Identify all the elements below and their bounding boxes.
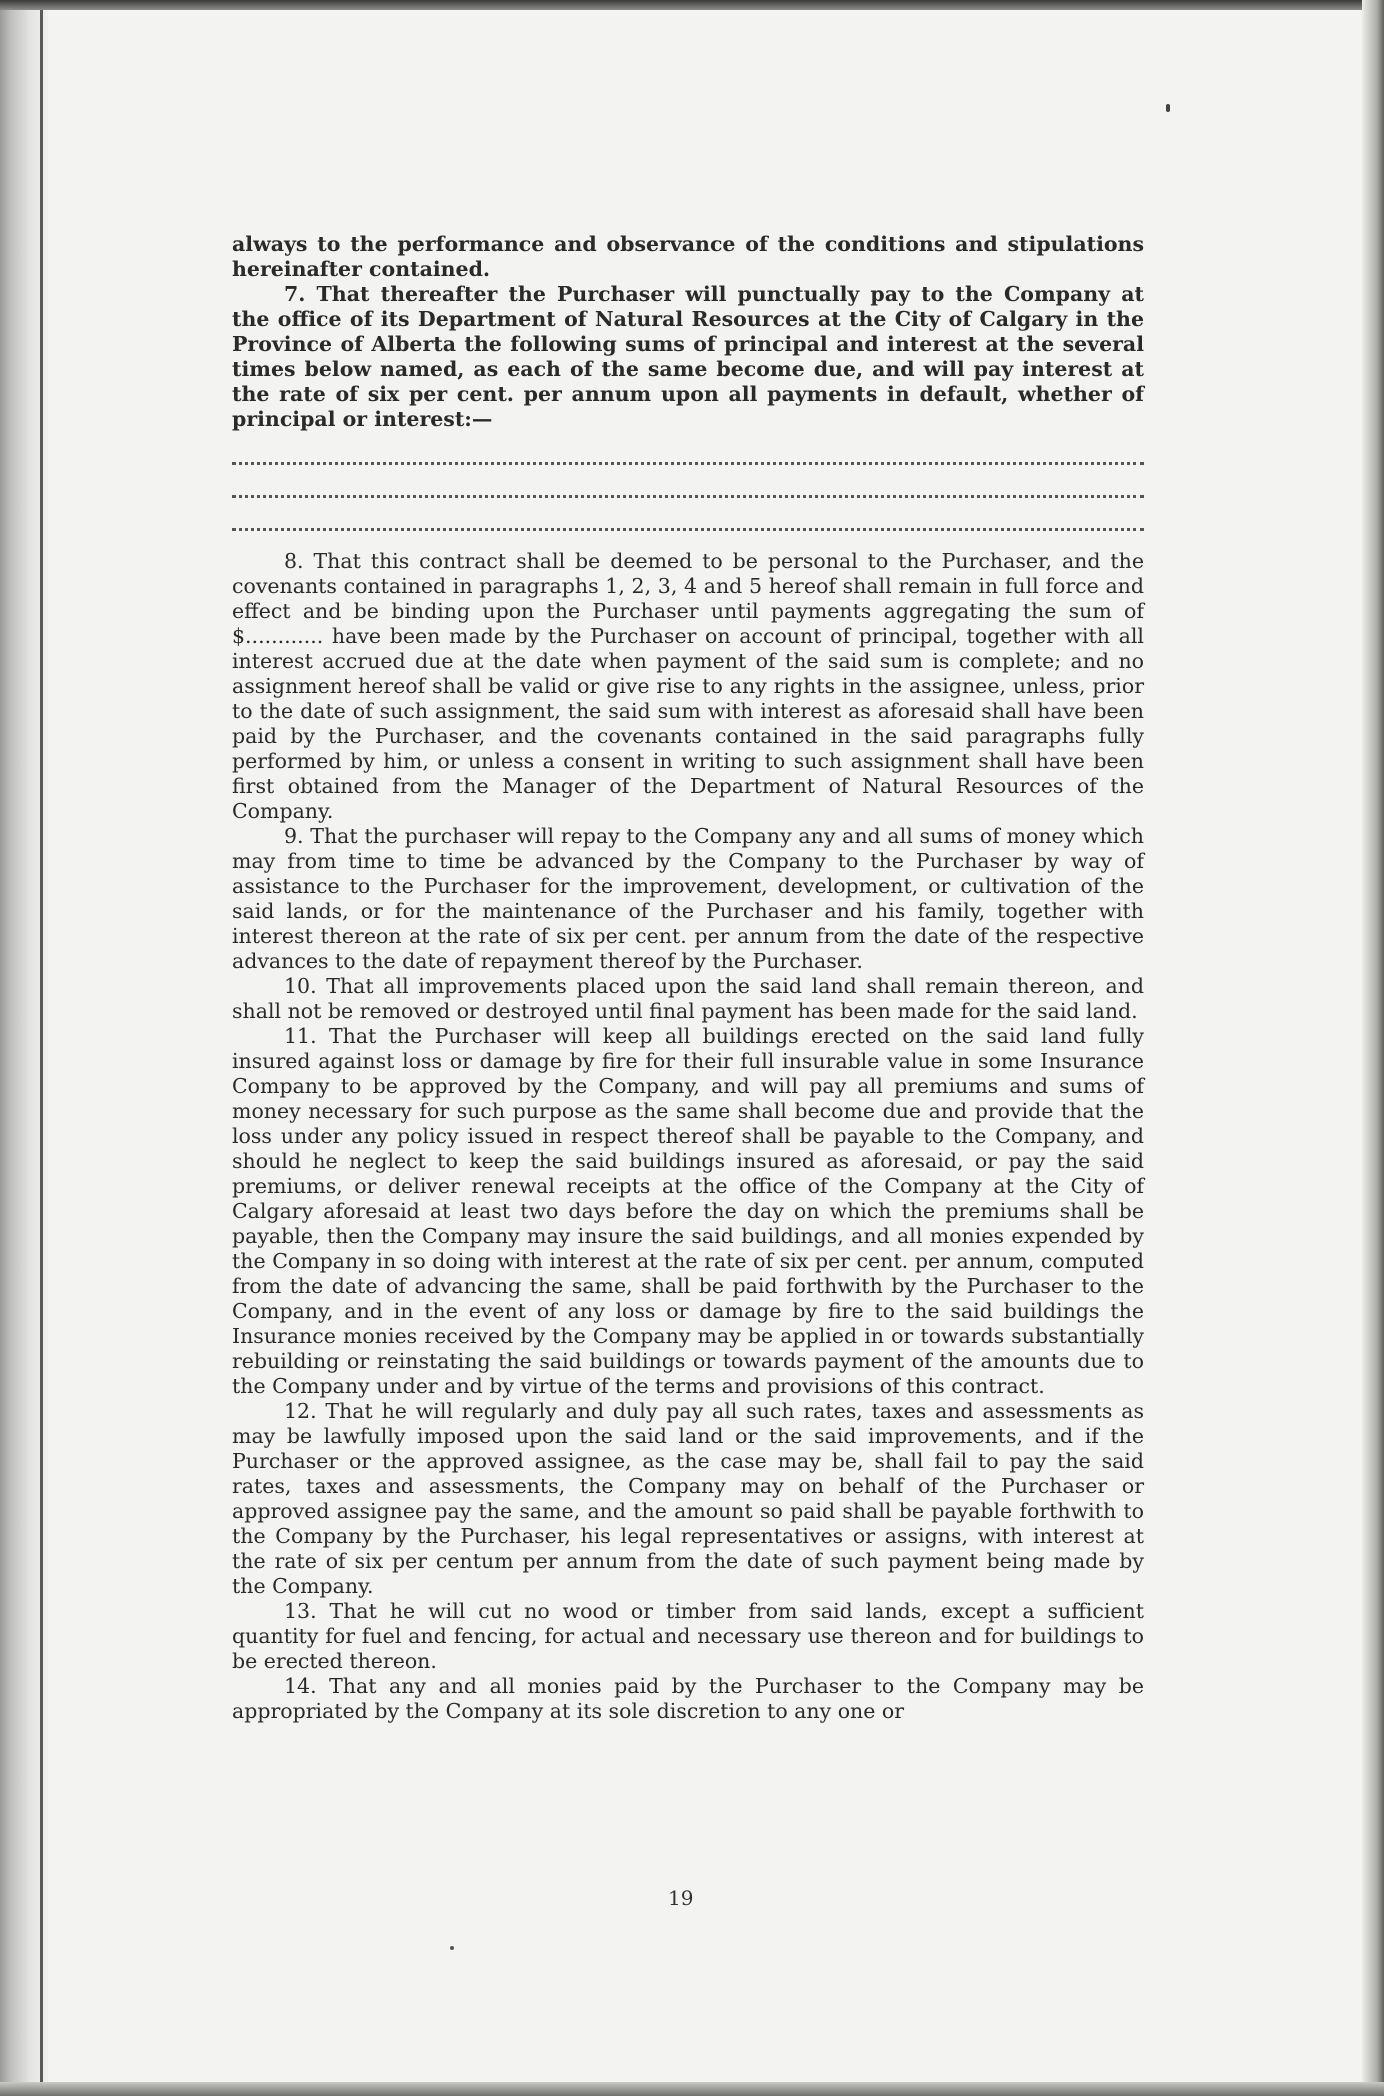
payment-schedule-blank-line-2 <box>232 465 1144 498</box>
paragraph-13: 13. That he will cut no wood or timber from said lands, except a sufficient quantity for fuel and fencing, for actual and necessary use thereon and for buildings to be erected thereon. <box>232 1599 1144 1673</box>
body-text <box>232 232 1144 1724</box>
paragraph-7: 7. That thereafter the Purchaser will punctually pay to the Company at the office of its Department of Natural Resources at the City of Calgary in the Province of Alberta the following sums of principal and interest at the several times below named, as each of the same become due, and will pay interest at the rate of six per cent. per annum upon all payments in default, whether of principal or interest:— <box>232 282 1144 431</box>
ink-speck <box>1166 104 1170 112</box>
page-bottom-edge <box>0 2082 1384 2096</box>
payment-schedule-blank-line-1 <box>232 432 1144 465</box>
opening-text: always to the performance and observance of the conditions and stipulations hereinafter contained. <box>232 232 1144 281</box>
ink-speck <box>450 1946 454 1950</box>
page-right-edge <box>1362 0 1384 2096</box>
paragraph-12: 12. That he will regularly and duly pay all such rates, taxes and assessments as may be lawfully imposed upon the said land or the said improvements, and if the Purchaser or the approved assignee, as the case may be, shall fail to pay the said rates, taxes and assessments, the Company may on behalf of the Purchaser or approved assignee pay the same, and the amount so paid shall be payable forthwith to the Company by the Purchaser, his legal representatives or assigns, with interest at the rate of six per centum per annum from the date of such payment being made by the Company. <box>232 1399 1144 1598</box>
payment-schedule-blank-line-3 <box>232 498 1144 531</box>
paragraph-11: 11. That the Purchaser will keep all buildings erected on the said land fully insured against loss or damage by fire for their full insurable value in some Insurance Company to be approved by the Company, and will pay all premiums and sums of money necessary for such purpose as the same shall become due and provide that the loss under any policy issued in respect thereof shall be payable to the Company, and should he neglect to keep the said buildings insured as aforesaid, or pay the said premiums, or deliver renewal receipts at the office of the Company at the City of Calgary aforesaid at least two days before the day on which the premiums shall be payable, then the Company may insure the said buildings, and all monies expended by the Company in so doing with interest at the rate of six per cent. per annum, computed from the date of advancing the same, shall be paid forthwith by the Purchaser to the Company, and in the event of any loss or damage by fire to the said buildings the Insurance monies received by the Company may be applied in or towards substantially rebuilding or reinstating the said buildings or towards payment of the amounts due to the Company under and by virtue of the terms and provisions of this contract. <box>232 1024 1144 1398</box>
page-top-edge <box>0 0 1384 10</box>
paragraph-8: 8. That this contract shall be deemed to be personal to the Purchaser, and the covenants contained in paragraphs 1, 2, 3, 4 and 5 hereof shall remain in full force and effect and be binding upon the Purchaser until payments aggregating the sum of $............ have been made by the Purchaser on account of principal, together with all interest accrued due at the date when payment of the said sum is complete; and no assignment hereof shall be valid or give rise to any rights in the assignee, unless, prior to the date of such assignment, the said sum with interest as aforesaid shall have been paid by the Purchaser, and the covenants contained in the said paragraphs fully performed by him, or unless a consent in writing to such assignment shall have been first obtained from the Manager of the Department of Natural Resources of the Company. <box>232 549 1144 823</box>
page-number: 19 <box>668 1886 694 1910</box>
paragraph-9: 9. That the purchaser will repay to the Company any and all sums of money which may from time to time be advanced by the Company to the Purchaser by way of assistance to the Purchaser for the improvement, development, or cultivation of the said lands, or for the maintenance of the Purchaser and his family, together with interest thereon at the rate of six per cent. per annum from the date of the respective advances to the date of repayment thereof by the Purchaser. <box>232 824 1144 973</box>
paragraph-10: 10. That all improvements placed upon the said land shall remain thereon, and shall not be removed or destroyed until final payment has been made for the said land. <box>232 974 1144 1023</box>
spine-binding-line <box>40 0 43 2096</box>
paragraph-14: 14. That any and all monies paid by the Purchaser to the Company may be appropriated by the Company at its sole discretion to any one or <box>232 1674 1144 1723</box>
